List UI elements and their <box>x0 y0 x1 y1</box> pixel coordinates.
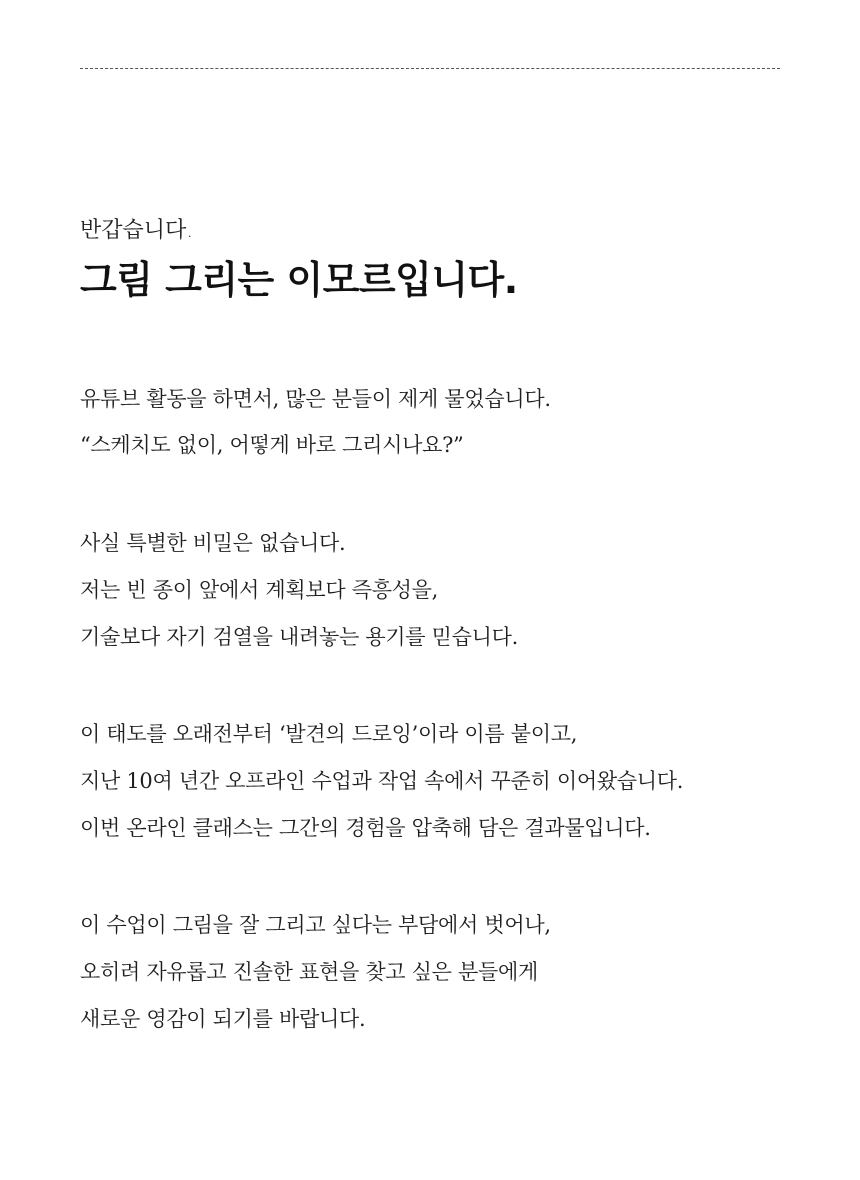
paragraph-3-line-3: 이번 온라인 클래스는 그간의 경험을 압축해 담은 결과물입니다. <box>80 816 651 840</box>
dashed-divider <box>80 68 780 69</box>
paragraph-4-line-3: 새로운 영감이 되기를 바랍니다. <box>80 1007 366 1031</box>
page-headline: 그림 그리는 이모르입니다. <box>80 258 518 302</box>
paragraph-4-line-1: 이 수업이 그림을 잘 그리고 싶다는 부담에서 벗어나, <box>80 913 551 937</box>
paragraph-4-line-2: 오히려 자유롭고 진솔한 표현을 찾고 싶은 분들에게 <box>80 960 538 984</box>
paragraph-2-line-3: 기술보다 자기 검열을 내려놓는 용기를 믿습니다. <box>80 625 518 649</box>
paragraph-3-line-1: 이 태도를 오래전부터 ‘발견의 드로잉’이라 이름 붙이고, <box>80 722 578 746</box>
paragraph-1-line-1: 유튜브 활동을 하면서, 많은 분들이 제게 물었습니다. <box>80 387 551 411</box>
paragraph-2-line-2: 저는 빈 종이 앞에서 계획보다 즉흥성을, <box>80 578 439 602</box>
greeting-text: 반갑습니다. <box>80 218 194 243</box>
paragraph-1-line-2: “스케치도 없이, 어떻게 바로 그리시나요?” <box>80 433 464 457</box>
paragraph-3-line-2: 지난 10여 년간 오프라인 수업과 작업 속에서 꾸준히 이어왔습니다. <box>80 769 684 793</box>
paragraph-2-line-1: 사실 특별한 비밀은 없습니다. <box>80 531 346 555</box>
